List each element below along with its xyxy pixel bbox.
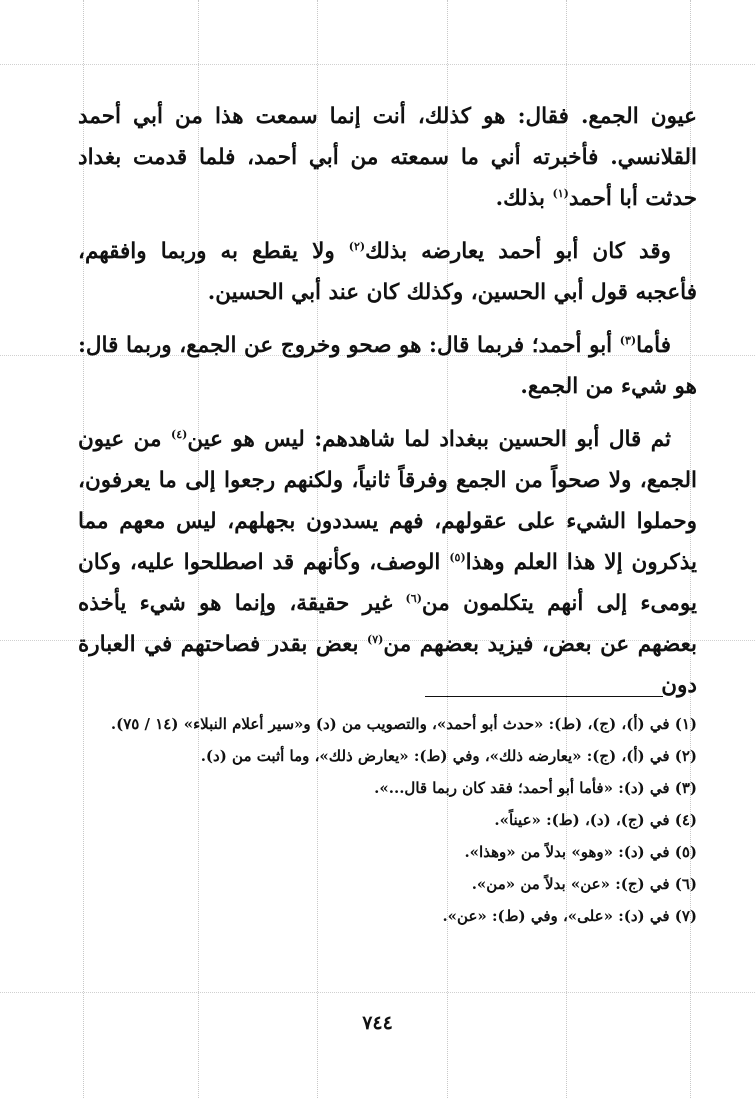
text-segment: ثم قال أبو الحسين ببغداد لما شاهدهم: ليس هو عين (187, 427, 671, 452)
text-segment: ولا يقطع به وربما وافقهم، فأعجبه قول أبي الحسين، وكذلك كان عند أبي الحسين. (78, 239, 697, 305)
text-segment: غير حقيقة، وإنما هو شيء يأخذه بعضهم عن بعض، فيزيد بعضهم من (78, 591, 697, 657)
footnote: (٥) في (د): «وهو» بدلاً من «وهذا». (464, 843, 697, 861)
footnote-reference: (١) (552, 186, 569, 200)
paragraph (78, 419, 697, 706)
text-segment: من عيون الجمع، ولا صحواً من الجمع وفرقاً ثانياً، ولكنهم رجعوا إلى ما يعرفون، وحملوا الشيء على عقولهم، فهم يسددون بجهلهم، ليس معهم مما يذكرون إلا هذا العلم وهذا (78, 427, 697, 575)
footnote: (٧) في (د): «على»، وفي (ط): «عن». (442, 907, 697, 925)
footnote-reference: (٥) (449, 550, 466, 564)
text-segment: بذلك. (495, 186, 553, 211)
scan-guide-line (0, 64, 755, 65)
footnotes (80, 708, 697, 932)
text-segment: الوصف، وكأنهم قد اصطلحوا عليه، وكان يومىء إلى أنهم يتكلمون من (78, 550, 698, 616)
text-segment: وقد كان أبو أحمد يعارضه بذلك (365, 239, 671, 264)
main-text (78, 96, 697, 718)
footnote-reference: (٧) (367, 632, 384, 646)
page-number: ٧٤٤ (362, 1012, 393, 1034)
footnote-separator (425, 696, 663, 697)
paragraph (78, 96, 697, 219)
footnote-reference: (٤) (170, 427, 188, 441)
text-segment: عيون الجمع. فقال: هو كذلك، أنت إنما سمعت هذا من أبي أحمد القلانسي. فأخبرته أني ما سمعته من أبي أحمد، فلما قدمت بغداد حدثت أبا أحمد (78, 104, 697, 211)
footnote: (٢) في (أ)، (ج): «يعارضه ذلك»، وفي (ط): «يعارض ذلك»، وما أثبت من (د). (200, 747, 697, 765)
footnote: (٤) في (ج)، (د)، (ط): «عيناً». (494, 811, 697, 829)
text-segment: فأما (636, 333, 671, 358)
footnote: (٣) في (د): «فأما أبو أحمد؛ فقد كان ربما قال...». (374, 779, 697, 797)
scan-guide-line (0, 992, 755, 993)
footnote-reference: (٦) (405, 591, 422, 605)
paragraph (78, 325, 697, 407)
footnote: (٦) في (ج): «عن» بدلاً من «من». (471, 875, 697, 893)
footnote-reference: (٢) (348, 239, 366, 253)
paragraph (78, 231, 697, 313)
footnote-reference: (٣) (619, 333, 637, 347)
text-segment: أبو أحمد؛ فربما قال: هو صحو وخروج عن الجمع، وربما قال: هو شيء من الجمع. (78, 333, 697, 399)
footnote: (١) في (أ)، (ج)، (ط): «حدث أبو أحمد»، والتصويب من (د) و«سير أعلام النبلاء» (١٤ / ٧٥). (110, 715, 697, 733)
text-segment: بعض بقدر فصاحتهم في العبارة دون (78, 632, 697, 698)
